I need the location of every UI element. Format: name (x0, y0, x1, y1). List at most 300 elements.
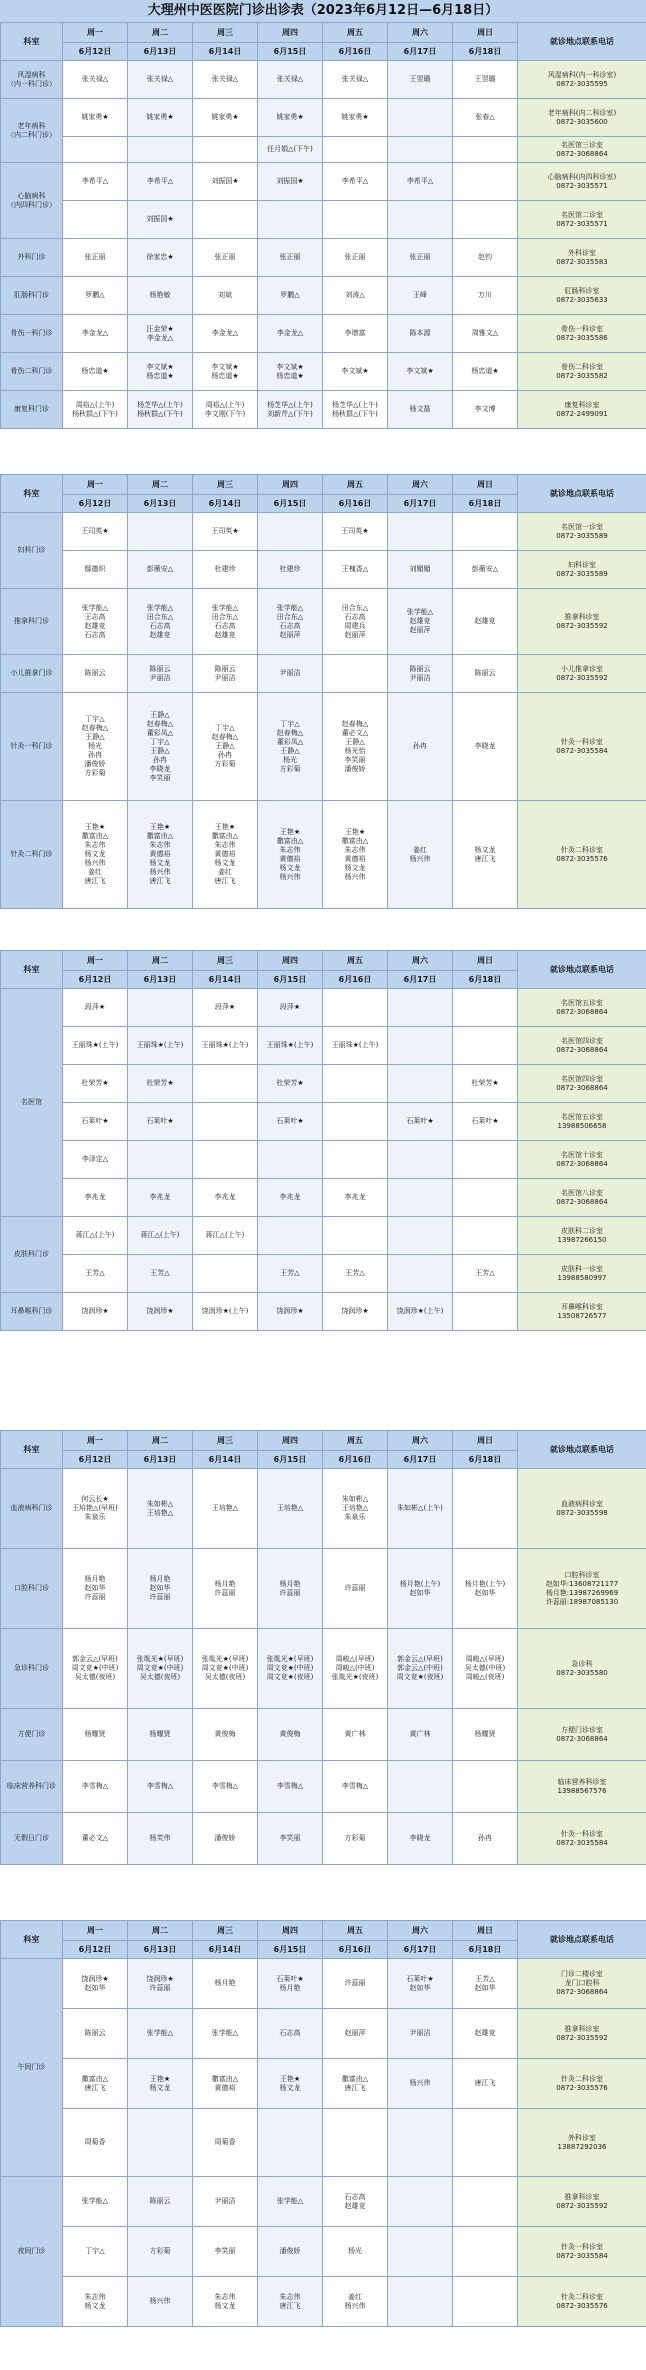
doctor-cell: 孙冉 (388, 693, 453, 801)
header-dept: 科室 (1, 475, 63, 513)
doctor-cell: 石莱叶★ (258, 1103, 323, 1141)
table-row (1, 589, 646, 655)
doctor-cell: 杨月艳 赵如华 许蕊丽 (63, 1549, 128, 1629)
doctor-cell: 李金龙△ (63, 315, 128, 353)
header-contact: 就诊地点联系电话 (518, 1921, 646, 1959)
contact-cell: 临床营养科诊室 13988567576 (518, 1761, 646, 1813)
table-row (1, 513, 646, 551)
doctor-cell: 刘斌 (193, 277, 258, 315)
doctor-cell (388, 137, 453, 163)
doctor-cell: 王丽珠★(上午) (63, 1027, 128, 1065)
doctor-cell: 何云长★ 王培艳△(早班) 朱泉乐 (63, 1469, 128, 1549)
doctor-cell: 任月娟△(下午) (258, 137, 323, 163)
doctor-cell: 郭金云△(早班) 郭金云△(中班) 周文竞★(夜班) (388, 1629, 453, 1709)
table-row (1, 315, 646, 353)
doctor-cell: 杨月艳(上午) 赵如华 (388, 1549, 453, 1629)
header-contact: 就诊地点联系电话 (518, 23, 646, 61)
doctor-cell: 王芳△ 赵如华 (453, 1959, 518, 2009)
doctor-cell: 饶润珍★ (323, 1293, 388, 1331)
doctor-cell: 杨文磊 (388, 391, 453, 429)
table-row (1, 1629, 646, 1709)
header-day: 周三 (193, 1431, 258, 1451)
doctor-cell: 杨月艳 赵如华 许蕊丽 (128, 1549, 193, 1629)
doctor-cell: 尹丽洁 (258, 655, 323, 693)
dept-cell: 午间门诊 (1, 1959, 63, 2177)
contact-cell: 针灸二科诊室 0872-3035576 (518, 2277, 646, 2327)
header-date: 6月18日 (453, 1451, 518, 1469)
doctor-cell: 杨月艳 许蕊丽 (193, 1549, 258, 1629)
dept-cell: 皮肤科门诊 (1, 1217, 63, 1293)
contact-cell: 耳鼻喉科诊室 13508726577 (518, 1293, 646, 1331)
header-day: 周六 (388, 475, 453, 495)
doctor-cell: 刘振国★ (193, 163, 258, 201)
header-day: 周一 (63, 1431, 128, 1451)
header-day: 周四 (258, 951, 323, 971)
doctor-cell (258, 201, 323, 239)
doctor-cell: 王艳★ 撒富由△ 朱志伟 黄德裕 杨文龙 杨兴伟 (323, 801, 388, 909)
doctor-cell: 蒋江△(上午) (128, 1217, 193, 1255)
doctor-cell (323, 1103, 388, 1141)
table-row (1, 61, 646, 99)
doctor-cell (388, 1065, 453, 1103)
doctor-cell: 李文斌★ 杨忠道★ (128, 353, 193, 391)
dept-cell: 急诊科门诊 (1, 1629, 63, 1709)
doctor-cell: 尹丽洁 (388, 2009, 453, 2059)
header-date: 6月16日 (323, 495, 388, 513)
doctor-cell: 赵春梅△ 董必文△ 王静△ 杨光怡 李笑丽 潘俊娇 (323, 693, 388, 801)
header-date: 6月12日 (63, 1451, 128, 1469)
contact-cell: 名医馆四诊室 0872-3068864 (518, 1027, 646, 1065)
table-row (1, 2277, 646, 2327)
doctor-cell: 李雪梅△ (258, 1761, 323, 1813)
header-date: 6月18日 (453, 1941, 518, 1959)
doctor-cell: 王槐香△ (323, 551, 388, 589)
table-row (1, 1255, 646, 1293)
doctor-cell: 李晓龙 (453, 693, 518, 801)
header-date: 6月13日 (128, 1451, 193, 1469)
doctor-cell: 姚家勇★ (128, 99, 193, 137)
header-day: 周三 (193, 951, 258, 971)
doctor-cell: 李希平△ (128, 163, 193, 201)
doctor-cell: 朱如彬△(上午) (388, 1469, 453, 1549)
table-row (1, 2059, 646, 2109)
doctor-cell: 彭薇安△ (453, 551, 518, 589)
contact-cell: 名医馆八诊室 0872-3068864 (518, 1179, 646, 1217)
doctor-cell (388, 2227, 453, 2277)
header-date: 6月16日 (323, 971, 388, 989)
doctor-cell (323, 1141, 388, 1179)
doctor-cell: 张学能△ (128, 2009, 193, 2059)
doctor-cell: 陈丽云 (128, 2177, 193, 2227)
doctor-cell: 王司英★ (323, 513, 388, 551)
doctor-cell: 董必文△ (63, 1813, 128, 1865)
contact-cell: 康复科诊室 0872-2499091 (518, 391, 646, 429)
doctor-cell: 罗鹏△ (258, 277, 323, 315)
table-row (1, 551, 646, 589)
header-day: 周三 (193, 475, 258, 495)
doctor-cell (128, 137, 193, 163)
header-day: 周六 (388, 1921, 453, 1941)
header-day: 周二 (128, 475, 193, 495)
header-date: 6月13日 (128, 1941, 193, 1959)
doctor-cell: 王司英★ (193, 513, 258, 551)
header-day: 周六 (388, 951, 453, 971)
doctor-cell (453, 1217, 518, 1255)
header-day: 周二 (128, 1921, 193, 1941)
dept-cell: 方便门诊 (1, 1709, 63, 1761)
doctor-cell (388, 513, 453, 551)
page-title: 大理州中医医院门诊出诊表（2023年6月12日—6月18日） (0, 0, 646, 22)
dept-cell: 心脑病科 （内四科门诊） (1, 163, 63, 239)
doctor-cell: 撒富由△ 唐江飞 (63, 2059, 128, 2109)
header-date: 6月15日 (258, 971, 323, 989)
doctor-cell: 张学能△ 赵雄竞 赵丽萍 (388, 589, 453, 655)
doctor-cell: 段萍★ (258, 989, 323, 1027)
doctor-cell (258, 1217, 323, 1255)
contact-cell: 名医馆四诊室 0872-3068864 (518, 1065, 646, 1103)
header-date: 6月16日 (323, 1451, 388, 1469)
header-contact: 就诊地点联系电话 (518, 1431, 646, 1469)
doctor-cell: 朱如彬△ 王培艳△ 朱泉乐 (323, 1469, 388, 1549)
header-date: 6月15日 (258, 1941, 323, 1959)
doctor-cell: 唐江飞 (453, 2059, 518, 2109)
contact-cell: 急诊科 0872-3035580 (518, 1629, 646, 1709)
header-day: 周二 (128, 951, 193, 971)
doctor-cell: 陈丽云 (453, 655, 518, 693)
contact-cell: 肛肠科诊室 0872-3035633 (518, 277, 646, 315)
doctor-cell: 饶润珍★ 许蕊丽 (128, 1959, 193, 2009)
doctor-cell: 王芳△ (63, 1255, 128, 1293)
doctor-cell: 鄢德炽 (63, 551, 128, 589)
doctor-cell (128, 1141, 193, 1179)
header-date: 6月17日 (388, 971, 453, 989)
doctor-cell (193, 1141, 258, 1179)
doctor-cell: 王丽珠★(上午) (258, 1027, 323, 1065)
doctor-cell: 李笑丽 (258, 1813, 323, 1865)
doctor-cell: 方彩菊 (128, 2227, 193, 2277)
table-row (1, 1065, 646, 1103)
doctor-cell: 刘振国★ (258, 163, 323, 201)
dept-cell: 骨伤一科门诊 (1, 315, 63, 353)
doctor-cell: 李希平△ (63, 163, 128, 201)
doctor-cell: 石莱叶★ (453, 1103, 518, 1141)
table-row (1, 1027, 646, 1065)
doctor-cell: 丁宇△ 赵春梅△ 董彩凤△ 王静△ 杨光 方彩菊 (258, 693, 323, 801)
contact-cell: 针灸二科诊室 0872-3035576 (518, 2059, 646, 2109)
header-date: 6月12日 (63, 971, 128, 989)
doctor-cell: 王丽珠★(上午) (128, 1027, 193, 1065)
dept-cell: 针灸一科门诊 (1, 693, 63, 801)
header-day: 周四 (258, 475, 323, 495)
doctor-cell: 李兆龙 (258, 1179, 323, 1217)
doctor-cell: 罗鹏△ (63, 277, 128, 315)
doctor-cell: 姚家勇★ (193, 99, 258, 137)
doctor-cell: 朱志伟 杨文龙 (63, 2277, 128, 2327)
doctor-cell: 王培艳△ (193, 1469, 258, 1549)
table-row (1, 201, 646, 239)
contact-cell: 针灸一科诊室 0872-3035584 (518, 693, 646, 801)
header-dept: 科室 (1, 1921, 63, 1959)
header-date: 6月16日 (323, 1941, 388, 1959)
header-day: 周一 (63, 475, 128, 495)
doctor-cell (388, 989, 453, 1027)
doctor-cell (388, 2109, 453, 2177)
header-day: 周一 (63, 23, 128, 43)
header-date: 6月15日 (258, 495, 323, 513)
header-date: 6月14日 (193, 495, 258, 513)
doctor-cell: 李金龙△ (193, 315, 258, 353)
doctor-cell (388, 1179, 453, 1217)
doctor-cell: 王艳★ 杨文龙 (128, 2059, 193, 2109)
doctor-cell (193, 1255, 258, 1293)
doctor-cell (453, 2177, 518, 2227)
table-row (1, 391, 646, 429)
doctor-cell: 杜荣芳★ (128, 1065, 193, 1103)
doctor-cell: 王艳★ 撒富由△ 朱志伟 黄德裕 杨文龙 杨兴伟 唐江飞 (128, 801, 193, 909)
doctor-cell: 赵钧 (453, 239, 518, 277)
header-date: 6月17日 (388, 1941, 453, 1959)
doctor-cell: 王翌璐 (388, 61, 453, 99)
doctor-cell: 李兆龙 (63, 1179, 128, 1217)
doctor-cell: 张关禄△ (63, 61, 128, 99)
doctor-cell (258, 1141, 323, 1179)
doctor-cell (453, 2227, 518, 2277)
doctor-cell (193, 1065, 258, 1103)
doctor-cell: 石莱叶★ (388, 1103, 453, 1141)
doctor-cell: 李文斌★ 杨忠道★ (193, 353, 258, 391)
dept-cell: 耳鼻喉科门诊 (1, 1293, 63, 1331)
contact-cell: 方便门诊诊室 0872-3068864 (518, 1709, 646, 1761)
doctor-cell: 石莱叶★ (63, 1103, 128, 1141)
doctor-cell: 李雪梅△ (63, 1761, 128, 1813)
header-day: 周三 (193, 1921, 258, 1941)
schedule-section (0, 950, 646, 1331)
header-day: 周六 (388, 23, 453, 43)
doctor-cell (453, 989, 518, 1027)
table-row (1, 277, 646, 315)
doctor-cell: 王司英★ (63, 513, 128, 551)
doctor-cell: 王丽珠★(上午) (323, 1027, 388, 1065)
doctor-cell: 杜荣芳★ (453, 1065, 518, 1103)
doctor-cell: 撒富由△ 唐江飞 (323, 2059, 388, 2109)
schedule-section (0, 1920, 646, 2327)
dept-cell: 血液病科门诊 (1, 1469, 63, 1549)
doctor-cell: 张正丽 (193, 239, 258, 277)
contact-cell: 名医馆一诊室 0872-3035589 (518, 513, 646, 551)
header-date: 6月17日 (388, 1451, 453, 1469)
doctor-cell: 杜荣芳★ (258, 1065, 323, 1103)
doctor-cell: 王艳★ 杨文龙 (258, 2059, 323, 2109)
header-day: 周五 (323, 475, 388, 495)
contact-cell: 皮肤科一诊室 13988580997 (518, 1255, 646, 1293)
header-date: 6月17日 (388, 43, 453, 61)
doctor-cell: 丁宇△ (63, 2227, 128, 2277)
contact-cell: 名医馆五诊室 13988506658 (518, 1103, 646, 1141)
doctor-cell: 李兆龙 (193, 1179, 258, 1217)
contact-cell: 名医馆五诊室 0872-3068864 (518, 989, 646, 1027)
table-row (1, 2109, 646, 2177)
doctor-cell (453, 201, 518, 239)
doctor-cell: 刘媚媚 (388, 551, 453, 589)
header-day: 周日 (453, 951, 518, 971)
header-day: 周五 (323, 1431, 388, 1451)
doctor-cell (323, 201, 388, 239)
table-row (1, 693, 646, 801)
doctor-cell (388, 1027, 453, 1065)
doctor-cell: 潘俊娇 (258, 2227, 323, 2277)
header-date: 6月18日 (453, 971, 518, 989)
table-row (1, 1141, 646, 1179)
doctor-cell: 张关禄△ (128, 61, 193, 99)
doctor-cell (323, 137, 388, 163)
doctor-cell (453, 1179, 518, 1217)
doctor-cell: 彭薇安△ (128, 551, 193, 589)
doctor-cell (453, 1761, 518, 1813)
doctor-cell: 石志高 (258, 2009, 323, 2059)
doctor-cell: 田合东△ 石志高 周建兵 赵丽萍 (323, 589, 388, 655)
contact-cell: 推拿科诊室 0872-3035592 (518, 589, 646, 655)
doctor-cell: 王静△ 赵春梅△ 董彩凤△ 丁宇△ 王静△ 孙冉 李晓龙 李笑丽 (128, 693, 193, 801)
doctor-cell: 李文博 (453, 391, 518, 429)
table-row (1, 99, 646, 137)
table-row (1, 2009, 646, 2059)
header-day: 周二 (128, 1431, 193, 1451)
doctor-cell: 张关禄△ (323, 61, 388, 99)
doctor-cell: 姚家勇★ (258, 99, 323, 137)
header-date: 6月17日 (388, 495, 453, 513)
contact-cell: 风湿病科(内一科诊室) 0872-3035595 (518, 61, 646, 99)
header-day: 周日 (453, 1921, 518, 1941)
doctor-cell: 张正丽 (388, 239, 453, 277)
doctor-cell (193, 1103, 258, 1141)
doctor-cell: 徐家忠★ (128, 239, 193, 277)
doctor-cell: 李雪梅△ (193, 1761, 258, 1813)
header-day: 周五 (323, 23, 388, 43)
header-day: 周日 (453, 475, 518, 495)
header-date: 6月14日 (193, 1451, 258, 1469)
doctor-cell (323, 989, 388, 1027)
dept-cell: 老年病科 （内二科门诊） (1, 99, 63, 163)
contact-cell: 妇科诊室 0872-3035589 (518, 551, 646, 589)
doctor-cell: 朱志伟 杨文龙 (193, 2277, 258, 2327)
contact-cell: 针灸二科诊室 0872-3035576 (518, 801, 646, 909)
table-row (1, 1293, 646, 1331)
doctor-cell: 杨文龙 唐江飞 (453, 801, 518, 909)
doctor-cell: 姜红 杨兴伟 (323, 2277, 388, 2327)
header-date: 6月14日 (193, 971, 258, 989)
doctor-cell: 王丽珠★(上午) (193, 1027, 258, 1065)
doctor-cell: 张学能△ 田合东△ 石志高 赵丽萍 (258, 589, 323, 655)
header-day: 周日 (453, 23, 518, 43)
doctor-cell: 杨芝华△(上午) 杨秋群△(下午) (128, 391, 193, 429)
doctor-cell (258, 2109, 323, 2177)
header-day: 周六 (388, 1431, 453, 1451)
doctor-cell: 段萍★ (193, 989, 258, 1027)
doctor-cell: 张正丽 (258, 239, 323, 277)
doctor-cell: 王艳★ 撒富由△ 朱志伟 黄德裕 杨文龙 姜红 唐江飞 (193, 801, 258, 909)
dept-cell: 推拿科门诊 (1, 589, 63, 655)
contact-cell: 口腔科诊室 赵如华:13608721177 杨月艳:13987269969 许蕊丽:18987085130 (518, 1549, 646, 1629)
dept-cell: 妇科门诊 (1, 513, 63, 589)
dept-cell: 骨伤二科门诊 (1, 353, 63, 391)
doctor-cell: 杨耀贤 (63, 1709, 128, 1761)
doctor-cell (453, 513, 518, 551)
header-dept: 科室 (1, 1431, 63, 1469)
doctor-cell: 黄广林 (323, 1709, 388, 1761)
doctor-cell (128, 513, 193, 551)
doctor-cell (388, 1255, 453, 1293)
table-row (1, 1179, 646, 1217)
dept-cell: 口腔科门诊 (1, 1549, 63, 1629)
header-date: 6月15日 (258, 43, 323, 61)
doctor-cell: 杨芝华△(上午) 刘新芹△(下午) (258, 391, 323, 429)
table-row (1, 2177, 646, 2227)
doctor-cell: 饶润珍★ 赵如华 (63, 1959, 128, 2009)
doctor-cell: 汪金荣★ 李金龙△ (128, 315, 193, 353)
doctor-cell (388, 1141, 453, 1179)
contact-cell: 名医馆三诊室 0872-3068864 (518, 137, 646, 163)
doctor-cell: 李笑丽 (193, 2227, 258, 2277)
doctor-cell: 李文斌★ (388, 353, 453, 391)
doctor-cell: 陈丽云 (63, 2009, 128, 2059)
doctor-cell: 张正丽 (323, 239, 388, 277)
header-day: 周三 (193, 23, 258, 43)
schedule-section (0, 22, 646, 429)
doctor-cell: 王艳★ 撒富由△ 朱志伟 黄德裕 杨文龙 杨兴伟 (258, 801, 323, 909)
table-row (1, 989, 646, 1027)
header-day: 周日 (453, 1431, 518, 1451)
table-row (1, 2227, 646, 2277)
dept-cell: 小儿推拿门诊 (1, 655, 63, 693)
doctor-cell: 杜荣芳★ (63, 1065, 128, 1103)
header-date: 6月18日 (453, 43, 518, 61)
doctor-cell (323, 1065, 388, 1103)
doctor-cell: 陈丽云 (63, 655, 128, 693)
doctor-cell: 杨耀贤 (453, 1709, 518, 1761)
doctor-cell: 张学能△ (193, 2009, 258, 2059)
table-row (1, 163, 646, 201)
doctor-cell: 饶润珍★(上午) (388, 1293, 453, 1331)
doctor-cell: 张学能△ 王志高 赵雄竞 石志高 (63, 589, 128, 655)
doctor-cell: 丁宇△ 赵春梅△ 王静△ 孙冉 方彩菊 (193, 693, 258, 801)
doctor-cell: 尹丽洁 (193, 2177, 258, 2227)
header-day: 周一 (63, 1921, 128, 1941)
contact-cell: 皮肤科二诊室 13987266150 (518, 1217, 646, 1255)
contact-cell: 推拿科诊室 0872-3035592 (518, 2177, 646, 2227)
doctor-cell: 张学能△ 田合东△ 石志高 赵雄竞 (193, 589, 258, 655)
doctor-cell: 郭金云△(早班) 周文竞★(中班) 吴太德(夜班) (63, 1629, 128, 1709)
header-day: 周五 (323, 951, 388, 971)
doctor-cell: 赵雄竞 (453, 589, 518, 655)
header-date: 6月12日 (63, 43, 128, 61)
doctor-cell: 张关禄△ (193, 61, 258, 99)
header-contact: 就诊地点联系电话 (518, 475, 646, 513)
dept-cell: 名医馆 (1, 989, 63, 1217)
doctor-cell: 李兆龙 (323, 1179, 388, 1217)
contact-cell: 心脑病科(内四科诊室) 0872-3035571 (518, 163, 646, 201)
doctor-cell: 王芳△ (128, 1255, 193, 1293)
table-row (1, 353, 646, 391)
doctor-cell (453, 1293, 518, 1331)
doctor-cell (388, 1761, 453, 1813)
doctor-cell: 杨耀贤 (128, 1709, 193, 1761)
doctor-cell: 杨月艳(上午) 赵如华 (453, 1549, 518, 1629)
doctor-cell: 姜红 杨兴伟 (388, 801, 453, 909)
table-row (1, 1761, 646, 1813)
contact-cell: 门诊二楼诊室 龙门口腔科 0872-3068864 (518, 1959, 646, 2009)
doctor-cell: 张正丽 (63, 239, 128, 277)
contact-cell: 骨伤二科诊室 0872-3035582 (518, 353, 646, 391)
